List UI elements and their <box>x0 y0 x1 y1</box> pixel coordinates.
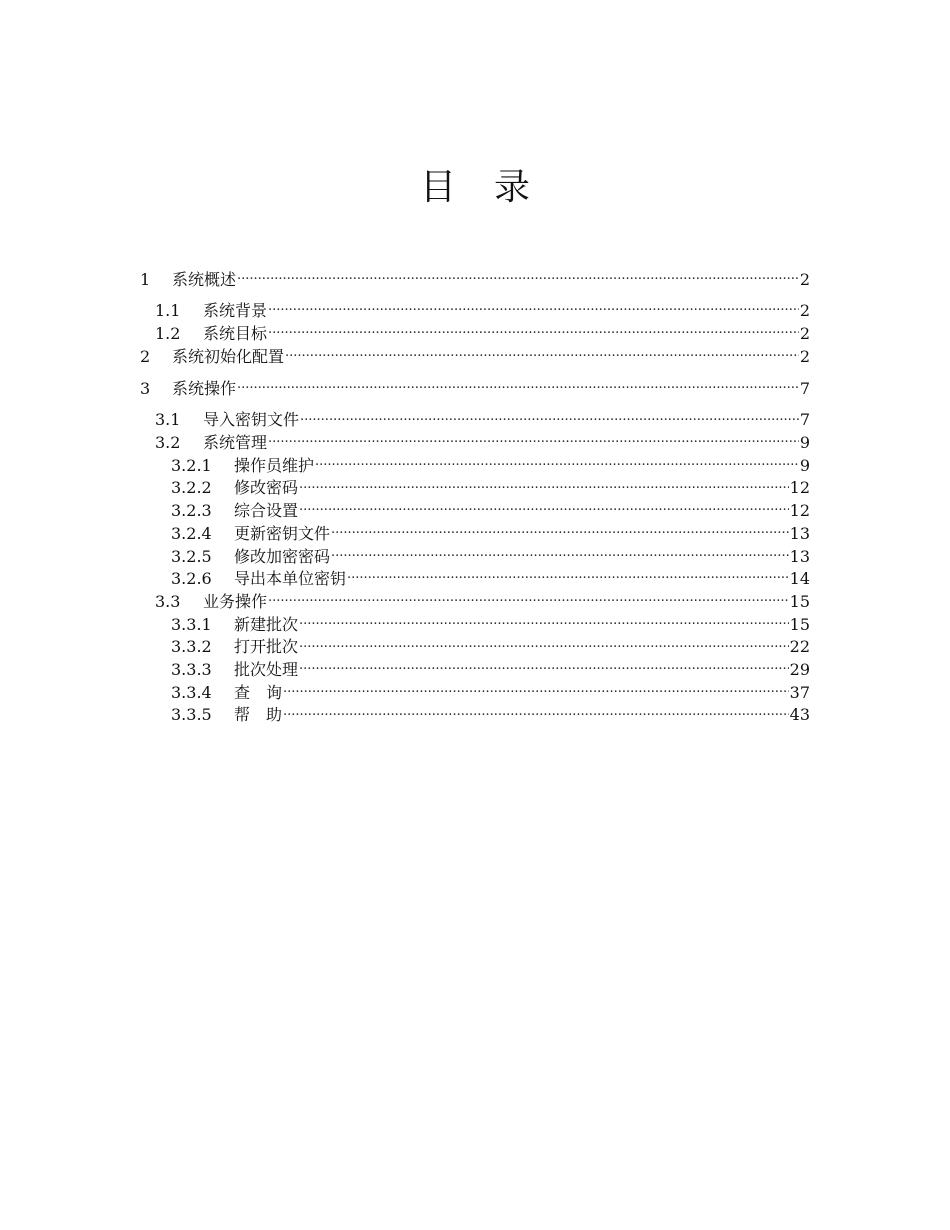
toc-entry-label: 导入密钥文件 <box>203 410 300 430</box>
toc-entry-label: 系统管理 <box>203 433 268 453</box>
toc-entry[interactable] <box>140 300 810 323</box>
toc-entry-page-number: 12 <box>789 501 810 521</box>
toc-entry-label: 导出本单位密钥 <box>234 569 347 589</box>
toc-dot-leader <box>268 300 799 316</box>
toc-title-char-2: 录 <box>494 167 531 208</box>
toc-entry-page-number: 14 <box>789 569 810 589</box>
toc-entry-label: 更新密钥文件 <box>234 523 331 543</box>
toc-entry-number: 3.2.5 <box>171 546 212 566</box>
toc-entry[interactable] <box>140 682 810 705</box>
toc-entry-page-number: 13 <box>789 546 810 566</box>
toc-entry-page-number: 9 <box>799 433 810 453</box>
toc-entry-page-number: 12 <box>789 478 810 498</box>
toc-dot-leader <box>299 614 789 630</box>
toc-entry-number: 3.3 <box>155 591 181 611</box>
toc-dot-leader <box>285 346 799 362</box>
toc-dot-leader <box>347 568 789 584</box>
toc-dot-leader <box>331 523 789 539</box>
toc-entry-page-number: 7 <box>799 379 810 399</box>
toc-entry-page-number: 2 <box>799 301 810 320</box>
toc-entry[interactable] <box>140 568 810 591</box>
toc-dot-leader <box>331 546 789 562</box>
toc-title-char-1: 目 <box>419 167 456 208</box>
toc-entry-number: 1.1 <box>155 301 181 320</box>
toc-dot-leader <box>299 636 789 652</box>
toc-dot-leader <box>268 591 789 607</box>
toc-entry-label: 系统初始化配置 <box>172 347 285 367</box>
toc-entry-number: 3.3.2 <box>171 637 212 657</box>
toc-dot-leader <box>237 378 799 394</box>
toc-dot-leader <box>299 477 789 493</box>
toc-entry-label: 查 询 <box>234 682 283 702</box>
toc-dot-leader <box>283 682 789 698</box>
toc-entry[interactable] <box>140 523 810 546</box>
toc-entry[interactable] <box>140 345 810 377</box>
toc-entry-label: 综合设置 <box>234 501 299 521</box>
toc-entry[interactable] <box>140 591 810 614</box>
toc-entry-label: 系统背景 <box>203 301 268 320</box>
toc-entry-number: 3.3.3 <box>171 659 212 679</box>
toc-entry[interactable] <box>140 409 810 432</box>
toc-entry-label: 修改密码 <box>234 478 299 498</box>
toc-entry-page-number: 2 <box>799 270 810 289</box>
toc-entry-label: 批次处理 <box>234 659 299 679</box>
toc-entry-page-number: 13 <box>789 523 810 543</box>
toc-entry-number: 3.2 <box>155 433 181 453</box>
toc-entry-number: 3.2.3 <box>171 501 212 521</box>
toc-entry-page-number: 15 <box>789 591 810 611</box>
toc-entry-number: 3.2.2 <box>171 478 212 498</box>
toc-entry-label: 打开批次 <box>234 637 299 657</box>
toc-entry-number: 3.3.1 <box>171 614 212 634</box>
toc-entry-label: 帮 助 <box>234 705 283 725</box>
toc-entry[interactable] <box>140 432 810 455</box>
toc-entry-label: 系统操作 <box>172 379 237 399</box>
toc-entry[interactable] <box>140 636 810 659</box>
toc-entry-page-number: 22 <box>789 637 810 657</box>
table-of-contents <box>140 268 810 727</box>
toc-entry-page-number: 7 <box>799 410 810 430</box>
toc-entry-page-number: 43 <box>789 705 810 725</box>
toc-dot-leader <box>268 323 799 339</box>
toc-dot-leader <box>299 659 789 675</box>
toc-entry-number: 3 <box>140 379 151 399</box>
toc-entry[interactable] <box>140 268 810 300</box>
toc-entry-number: 3.2.4 <box>171 523 212 543</box>
toc-entry-number: 3.3.4 <box>171 682 212 702</box>
toc-entry-number: 2 <box>140 347 151 367</box>
toc-entry-label: 系统概述 <box>172 270 237 289</box>
toc-entry-number: 1.2 <box>155 323 181 343</box>
toc-dot-leader <box>268 432 799 448</box>
toc-dot-leader <box>300 409 799 425</box>
toc-entry[interactable] <box>140 323 810 346</box>
toc-entry-page-number: 2 <box>799 323 810 343</box>
toc-dot-leader <box>283 704 789 720</box>
toc-entry-label: 系统目标 <box>203 323 268 343</box>
toc-entry[interactable] <box>140 546 810 569</box>
toc-entry[interactable] <box>140 377 810 409</box>
toc-entry-label: 操作员维护 <box>234 455 315 475</box>
toc-entry-label: 修改加密密码 <box>234 546 331 566</box>
toc-entry-number: 1 <box>140 270 151 289</box>
toc-entry-page-number: 29 <box>789 659 810 679</box>
toc-entry-page-number: 2 <box>799 347 810 367</box>
toc-dot-leader <box>315 455 799 471</box>
toc-entry-page-number: 9 <box>799 455 810 475</box>
toc-entry[interactable] <box>140 477 810 500</box>
toc-entry[interactable] <box>140 659 810 682</box>
toc-entry-number: 3.1 <box>155 410 181 430</box>
toc-entry-label: 新建批次 <box>234 614 299 634</box>
toc-title <box>0 166 950 210</box>
toc-entry-number: 3.3.5 <box>171 705 212 725</box>
toc-entry[interactable] <box>140 704 810 727</box>
toc-entry-number: 3.2.6 <box>171 569 212 589</box>
toc-entry-label: 业务操作 <box>203 591 268 611</box>
toc-dot-leader <box>299 500 789 516</box>
toc-entry[interactable] <box>140 614 810 637</box>
toc-entry-page-number: 15 <box>789 614 810 634</box>
toc-entry-page-number: 37 <box>789 682 810 702</box>
toc-entry[interactable] <box>140 500 810 523</box>
toc-dot-leader <box>237 269 799 285</box>
toc-entry[interactable] <box>140 455 810 478</box>
toc-entry-number: 3.2.1 <box>171 455 212 475</box>
